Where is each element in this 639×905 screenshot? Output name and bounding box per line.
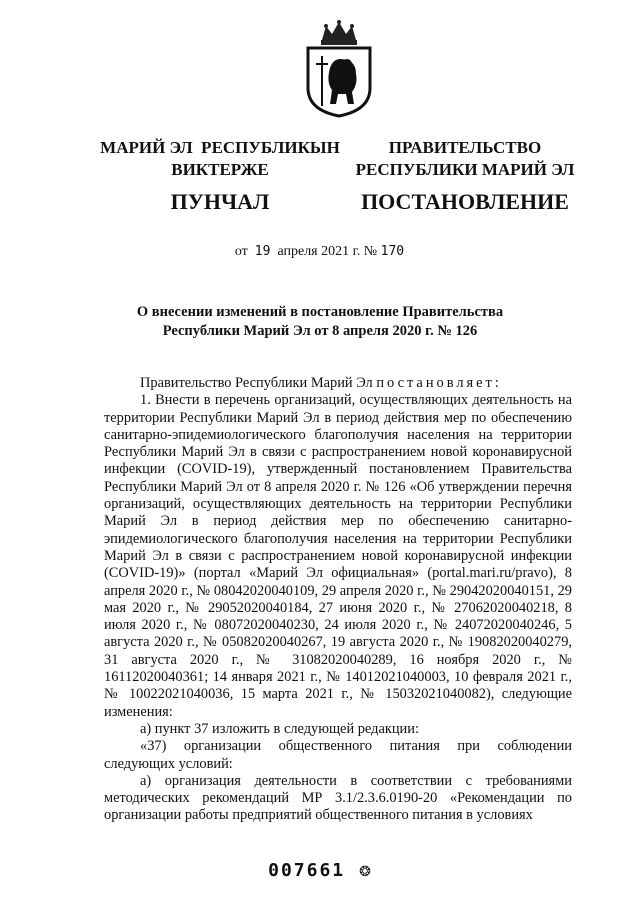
header-right-title: ПОСТАНОВЛЕНИЕ <box>361 189 569 214</box>
paragraph-3: «37) организации общественного питания при соблюдении следующих условий: <box>104 738 572 772</box>
form-serial-number: 007661 <box>268 860 346 881</box>
document-date-line <box>0 244 639 260</box>
date-day: 19 <box>254 244 271 259</box>
paragraph-1: 1. Внести в перечень организаций, осуществляющих деятельность на территории Республики Марий Эл в период действия мер по обеспечению санитарно-эпидемиологического благополучия населения на территории Республики Марий Эл в связи с распространением новой коронавирусной инфекции (COVID-19), утвержденный постановлением Правительства Республики Марий Эл от 8 апреля 2020 г. № 126 «Об утверждении перечня организаций, осуществляющих деятельность на территории Республики Марий Эл в период действия мер по обеспечению санитарно-эпидемиологического благополучия населения на территории Республики Марий Эл в связи с распространением новой коронавирусной инфекции (COVID-19)» (портал «Марий Эл официальная» (portal.mari.ru/pravo), 8 апреля 2020 г., № 08042020040109, 29 апреля 2020 г., № 29042020040151, 29 мая 2020 г., № 29052020040184, 27 июня 2020 г., № 27062020040218, 8 июля 2020 г., № 08072020040230, 24 июля 2020 г., № 24072020040246, 5 августа 2020 г., № 05082020040267, 19 августа 2020 г., № 19082020040279, 31 августа 2020 г., № 31082020040289, 16 ноября 2020 г., № 16112020040361; 14 января 2021 г., № 14012021040003, 10 февраля 2021 г., № 10022021040036, 15 марта 2021 г., № 15032021040082), следующие изменения: <box>104 392 572 720</box>
title-line1: О внесении изменений в постановление Правительства <box>136 304 504 320</box>
date-month-year: апреля 2021 г. № <box>277 244 378 259</box>
header-right-line2: РЕСПУБЛИКИ МАРИЙ ЭЛ <box>355 160 575 179</box>
document-body <box>104 375 572 825</box>
document-title <box>110 303 530 341</box>
intro-spaced-verb: постановляет: <box>376 375 502 391</box>
title-line2: Республики Марий Эл от 8 апреля 2020 г. № 126 <box>162 323 478 339</box>
coat-of-arms-emblem <box>300 18 378 118</box>
header-left <box>95 137 345 217</box>
footer <box>0 860 639 881</box>
header-left-line1: МАРИЙ ЭЛ РЕСПУБЛИКЫН <box>100 138 340 157</box>
paragraph-2: а) пункт 37 изложить в следующей редакции: <box>140 720 419 737</box>
date-prefix: от <box>234 244 248 259</box>
document-number: 170 <box>380 244 405 259</box>
header-left-title: ПУНЧАЛ <box>170 189 270 214</box>
ornament-icon: ❂ <box>359 865 371 880</box>
intro-paragraph <box>104 375 572 392</box>
header-left-line2: ВИКТЕРЖЕ <box>171 160 269 179</box>
header-right-line1: ПРАВИТЕЛЬСТВО <box>388 138 542 157</box>
paragraph-4: а) организация деятельности в соответствии с требованиями методических рекомендаций МР 3.1/2.3.6.0190-20 «Рекомендации по организации работы предприятий общественного питания в условиях <box>104 772 572 824</box>
intro-text: Правительство Республики Марий Эл <box>140 375 373 391</box>
header-right <box>345 137 585 217</box>
